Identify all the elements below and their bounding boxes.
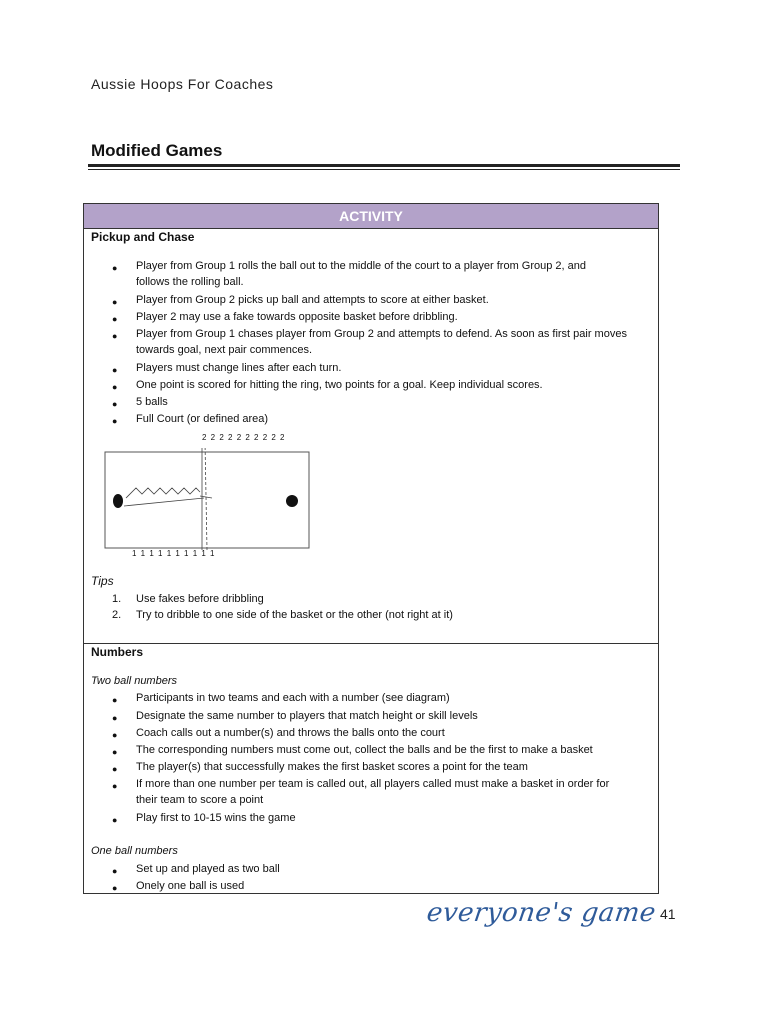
pickup-bullet-4b: towards goal, next pair commences. <box>136 344 313 356</box>
bullet: ● <box>112 331 118 341</box>
two-ball-title: Two ball numbers <box>91 675 177 687</box>
pickup-bullet-6: One point is scored for hitting the ring, two points for a goal. Keep individual scores. <box>136 379 543 391</box>
dribble-path <box>126 488 200 498</box>
pickup-bullet-3: Player 2 may use a fake towards opposite basket before dribbling. <box>136 311 458 323</box>
tip-number: 1. <box>112 593 122 605</box>
bullet: ● <box>112 695 118 705</box>
one-ball-item-2: Onely one ball is used <box>136 880 245 892</box>
bullet: ● <box>112 416 118 426</box>
bullet: ● <box>112 382 118 392</box>
tip-number: 2. <box>112 609 122 621</box>
two-ball-item-4: The corresponding numbers must come out, collect the balls and be the first to make a basket <box>136 744 593 756</box>
diagram-top-labels: 2 2 2 2 2 2 2 2 2 2 <box>202 433 286 442</box>
pickup-bullet-5: Players must change lines after each turn. <box>136 362 342 374</box>
bullet: ● <box>112 297 118 307</box>
pickup-bullet-2: Player from Group 2 picks up ball and attempts to score at either basket. <box>136 294 489 306</box>
bullet: ● <box>112 781 118 791</box>
two-ball-item-1: Participants in two teams and each with a number (see diagram) <box>136 692 450 704</box>
bullet: ● <box>112 764 118 774</box>
bullet: ● <box>112 866 118 876</box>
two-ball-item-6a: If more than one number per team is called out, all players called must make a basket in order for <box>136 778 610 790</box>
left-basket <box>113 494 123 508</box>
pickup-bullet-4a: Player from Group 1 chases player from Group 2 and attempts to defend. As soon as first pair moves <box>136 328 627 340</box>
bullet: ● <box>112 713 118 723</box>
pickup-bullet-7: 5 balls <box>136 396 168 408</box>
tip-text: Try to dribble to one side of the basket or the other (not right at it) <box>136 609 453 621</box>
bullet: ● <box>112 314 118 324</box>
right-basket <box>286 495 298 507</box>
bullet: ● <box>112 883 118 893</box>
bullet: ● <box>112 365 118 375</box>
two-ball-item-2: Designate the same number to players that match height or skill levels <box>136 710 478 722</box>
title-rule-thick <box>88 164 680 167</box>
title-rule-thin <box>88 169 680 170</box>
header-title: Aussie Hoops For Coaches <box>91 76 274 92</box>
two-ball-item-3: Coach calls out a number(s) and throws the balls onto the court <box>136 727 445 739</box>
chase-line <box>124 498 204 506</box>
one-ball-title: One ball numbers <box>91 845 178 857</box>
pickup-title: Pickup and Chase <box>91 230 195 244</box>
court-diagram <box>104 448 314 552</box>
pickup-bullet-1b: follows the rolling ball. <box>136 276 244 288</box>
diagram-bottom-labels: 1 1 1 1 1 1 1 1 1 1 <box>132 549 216 558</box>
bullet: ● <box>112 747 118 757</box>
pass-line-2 <box>205 448 207 550</box>
activity-header: ACTIVITY <box>84 204 658 229</box>
two-ball-item-5: The player(s) that successfully makes the first basket scores a point for the team <box>136 761 528 773</box>
two-ball-item-6b: their team to score a point <box>136 794 264 806</box>
section-title: Modified Games <box>91 141 223 160</box>
two-ball-item-7: Play first to 10-15 wins the game <box>136 812 296 824</box>
numbers-title: Numbers <box>91 645 144 659</box>
pickup-bullet-8: Full Court (or defined area) <box>136 413 269 425</box>
activity-table <box>83 203 659 894</box>
tip-text: Use fakes before dribbling <box>136 593 264 605</box>
bullet: ● <box>112 730 118 740</box>
tips-title: Tips <box>91 574 114 588</box>
bullet: ● <box>112 815 118 825</box>
bullet: ● <box>112 399 118 409</box>
row-divider <box>84 643 658 644</box>
one-ball-item-1: Set up and played as two ball <box>136 863 280 875</box>
brand-logo: everyone's game <box>424 898 658 928</box>
bullet: ● <box>112 263 118 273</box>
pickup-bullet-1a: Player from Group 1 rolls the ball out to the middle of the court to a player from Group 2, and <box>136 260 587 272</box>
page-number: 41 <box>660 906 676 922</box>
